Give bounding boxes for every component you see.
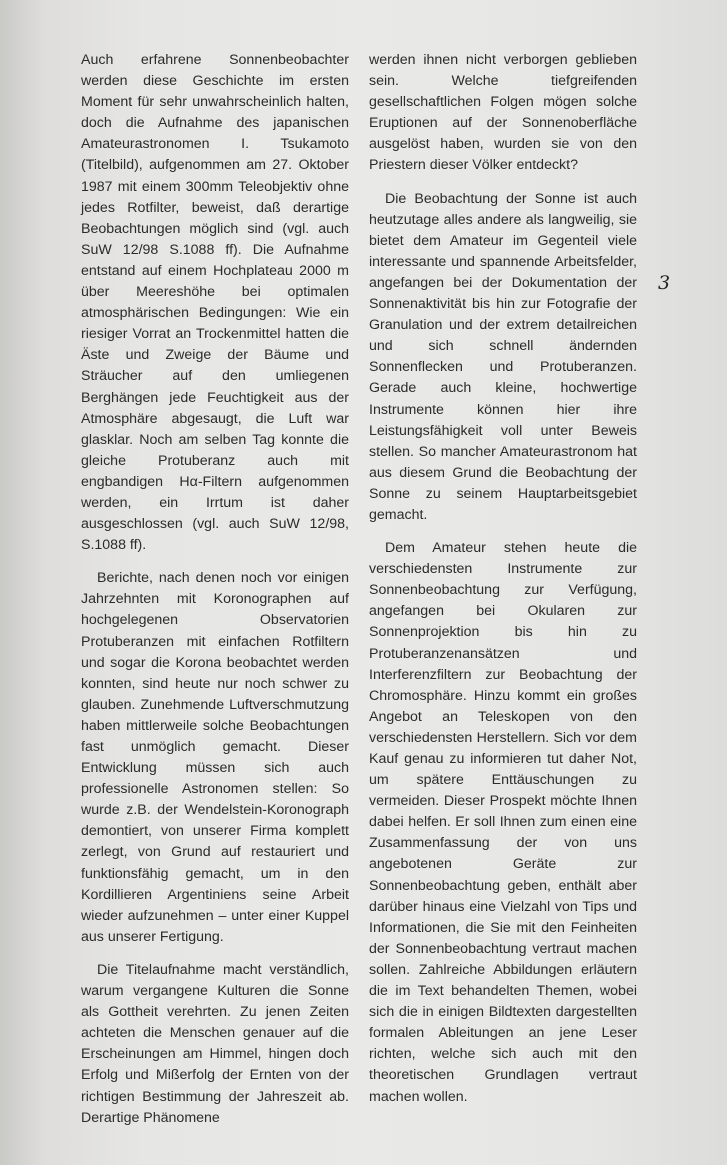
right-text-column xyxy=(369,50,637,1120)
page-number: 3 xyxy=(658,272,671,294)
paragraph-left-3: Die Titelaufnahme macht verständlich, warum vergangene Kulturen die Sonne als Gottheit verehrten. Zu jenen Zeiten achteten die Menschen genauer auf die Erscheinungen am Himmel, hingen doch Erfolg und Mißerfolg der Ernten von der richtigen Bestimmung der Jahreszeit ab. Derartige Phänomene xyxy=(81,961,349,1126)
paragraph-right-3: Dem Amateur stehen heute die verschiedensten Instrumente zur Sonnenbeobachtung zur Verfügung, angefangen bei Okularen zur Sonnenprojektion bis hin zu Protuberanzenansätzen und Interferenzfiltern zur Beobachtung der Chromosphäre. Hinzu kommt ein großes Angebot an Teleskopen von den verschiedensten Herstellern. Sich vor dem Kauf genau zu informieren tut daher Not, um spätere Enttäuschungen zu vermeiden. Dieser Prospekt möchte Ihnen dabei helfen. Er soll Ihnen zum einen eine Zusammenfassung der von uns angebotenen Geräte zur Sonnenbeobachtung geben, enthält aber darüber hinaus eine Vielzahl von Tips und Informationen, die Sie mit den Feinheiten der Sonnenbeobachtung vertraut machen sollen. Zahlreiche Abbildungen erläutern die im Text behandelten Themen, wobei sich die in einigen Bildtexten dargestellten formalen Ableitungen an jene Leser richten, welche sich auch mit den theoretischen Grundlagen vertraut machen wollen. xyxy=(369,540,637,1105)
paragraph-right-1: werden ihnen nicht verborgen geblieben sein. Welche tiefgreifenden gesellschaftlichen Folgen mögen solche Eruptionen auf der Sonnenoberfläche ausgelöst haben, wurden sie von den Priestern dieser Völker entdeckt? xyxy=(369,52,637,174)
paragraph-left-2: Berichte, nach denen noch vor einigen Jahrzehnten mit Koronographen auf hochgelegenen Observatorien Protuberanzen mit einfachen Rotfiltern und sogar die Korona beobachtet werden konnten, sind heute nur noch schwer zu glauben. Zunehmende Luftverschmutzung haben mittlerweile solche Beobachtungen fast unmöglich gemacht. Dieser Entwicklung müssen sich auch professionelle Astronomen stellen: So wurde z.B. der Wendelstein-Koronograph demontiert, von unserer Firma komplett zerlegt, von Grund auf restauriert und funktionsfähig gemacht, um in den Kordillieren Argentiniens seine Arbeit wieder aufzunehmen – unter einer Kuppel aus unserer Fertigung. xyxy=(81,570,349,945)
paragraph-left-1: Auch erfahrene Sonnenbeobachter werden diese Geschichte im ersten Moment für sehr unwahrscheinlich halten, doch die Aufnahme des japanischen Amateurastronomen I. Tsukamoto (Titelbild), aufgenommen am 27. Oktober 1987 mit einem 300mm Teleobjektiv ohne jedes Rotfilter, beweist, daß derartige Beobachtungen möglich sind (vgl. auch SuW 12/98 S.1088 ff). Die Aufnahme entstand auf einem Hochplateau 2000 m über Meereshöhe bei optimalen atmosphärischen Bedingungen: Wie ein riesiger Vorrat an Trockenmittel hatten die Äste und Zweige der Bäume und Sträucher auf den umliegenen Berghängen jede Feuchtigkeit aus der Atmosphäre abgesaugt, die Luft war glasklar. Noch am selben Tag konnte die gleiche Protuberanz auch mit engbandigen Hα-Filtern aufgenommen werden, ein Irrtum ist daher ausgeschlossen (vgl. auch SuW 12/98, S.1088 ff). xyxy=(81,52,349,554)
paragraph-right-2: Die Beobachtung der Sonne ist auch heutzutage alles andere als langweilig, sie bietet dem Amateur im Gegenteil viele interessante und spannende Arbeitsfelder, angefangen bei der Dokumentation der Sonnenaktivität bis hin zur Fotografie der Granulation und der extrem detailreichen und sich schnell ändernden Sonnenflecken und Protuberanzen. Gerade auch kleine, hochwertige Instrumente können hier ihre Leistungsfähigkeit voll unter Beweis stellen. So mancher Amateurastronom hat aus diesem Grund die Beobachtung der Sonne zu seinem Hauptarbeitsgebiet gemacht. xyxy=(369,190,637,523)
left-text-column xyxy=(81,50,349,1141)
